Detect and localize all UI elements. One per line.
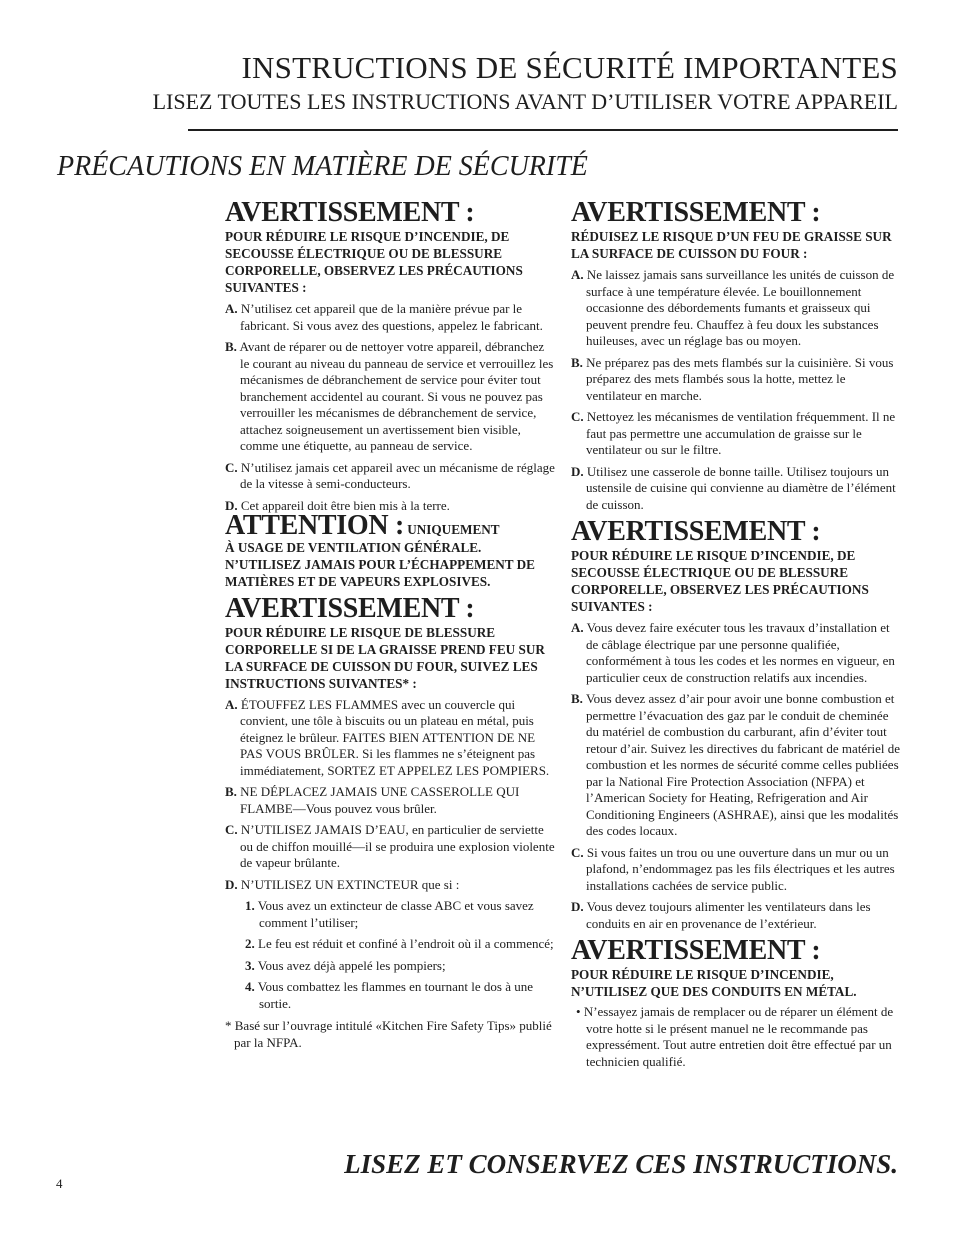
- item-text: Ne laissez jamais sans surveillance les unités de cuisson de surface à une température élevée. Le bouillonnement occasionne des débordements fumants et graisseux qui peuvent prendre feu. Chauffez à feu doux les substances huileuses, avec un réglage bas ou moyen.: [586, 267, 895, 348]
- item-label: A.: [571, 620, 584, 635]
- item-label: B.: [571, 354, 583, 370]
- item-label: D.: [225, 497, 238, 513]
- warning-block-grease-surface: [571, 198, 901, 513]
- item-label: A.: [225, 301, 238, 316]
- item-label: A.: [571, 267, 584, 282]
- warning-heading: AVERTISSEMENT :: [571, 197, 821, 228]
- sub-list-item: [225, 898, 555, 931]
- item-text: Ne préparez pas des mets flambés sur la cuisinière. Si vous préparez des mets flambés sous la hotte, mettez le ventilateur en marche.: [586, 354, 894, 403]
- attention-block: [225, 510, 555, 590]
- item-text: N’utilisez jamais cet appareil avec un mécanisme de réglage de la vitesse à semi-conducteurs.: [240, 459, 555, 491]
- warning-lead: POUR RÉDUIRE LE RISQUE D’INCENDIE, DE SECOUSSE ÉLECTRIQUE OU DE BLESSURE CORPORELLE, OBSERVEZ LES PRÉCAUTIONS SUIVANTES :: [225, 229, 523, 295]
- header-divider: [188, 129, 898, 131]
- sub-item-text: Vous combattez les flammes en tournant le dos à une sortie.: [257, 979, 533, 1011]
- attention-heading: ATTENTION :: [225, 510, 404, 541]
- item-text: N’UTILISEZ JAMAIS D’EAU, en particulier de serviette ou de chiffon mouillé—il se produira une explosion violente de vapeur brûlante.: [240, 822, 555, 870]
- warning-block-metal-ducts: [571, 936, 901, 1070]
- item-label: B.: [571, 691, 583, 706]
- page-number: 4: [56, 1176, 63, 1191]
- list-item: [225, 301, 555, 334]
- list-item: [225, 784, 555, 817]
- item-text: Vous devez assez d’air pour avoir une bonne combustion et permettre l’évacuation des gaz par le conduit de cheminée du matériel de combustion du carburant, afin d’éviter tout retour d’air. Suivez les directives du fabricant de matériel de combustion et les normes de sécurité comme celles publiées par la National Fire Protection Association (NFPA) et l’American Society for Heating, Refrigeration and Air Conditioning Engineers (ASHRAE), ainsi que les modalités des codes locaux.: [585, 691, 901, 838]
- warning-block-installation: [571, 517, 901, 932]
- item-label: D.: [571, 463, 584, 479]
- sub-item-label: 2.: [245, 936, 255, 951]
- right-column: [571, 198, 901, 1074]
- item-label: C.: [571, 409, 584, 424]
- list-item: [571, 355, 901, 405]
- item-label: C.: [571, 844, 584, 860]
- section-title: PRÉCAUTIONS EN MATIÈRE DE SÉCURITÉ: [57, 151, 588, 182]
- list-item: [225, 460, 555, 493]
- page-subtitle: LISEZ TOUTES LES INSTRUCTIONS AVANT D’UTILISER VOTRE APPAREIL: [152, 89, 898, 114]
- item-text: N’utilisez cet appareil que de la manière prévue par le fabricant. Si vous avez des questions, appelez le fabricant.: [240, 301, 543, 333]
- list-item: [225, 877, 555, 894]
- item-text: Cet appareil doit être bien mis à la terre.: [240, 497, 450, 513]
- list-item: [225, 339, 555, 455]
- item-text: ÉTOUFFEZ LES FLAMMES avec un couvercle qui convient, une tôle à biscuits ou un plateau en métal, puis éteignez le brûleur. FAITES BIEN ATTENTION DE NE PAS VOUS BRÛLER. Si les flammes ne s’éteignent pas immédiatement, SORTEZ ET APPELEZ LES POMPIERS.: [240, 696, 550, 778]
- item-label: C.: [225, 822, 238, 837]
- warning-lead: RÉDUISEZ LE RISQUE D’UN FEU DE GRAISSE SUR LA SURFACE DE CUISSON DU FOUR :: [571, 229, 892, 261]
- list-item: [571, 464, 901, 514]
- warning-lead: POUR RÉDUIRE LE RISQUE D’INCENDIE, N’UTILISEZ QUE DES CONDUITS EN MÉTAL.: [571, 967, 857, 999]
- item-text: Vous devez toujours alimenter les ventilateurs dans les conduits en air en provenance de l’extérieur.: [586, 899, 871, 931]
- warning-block-grease-fire: [225, 594, 555, 1052]
- item-text: Utilisez une casserole de bonne taille. Utilisez toujours un ustensile de cuisine qui convienne au diamètre de l’élément de cuisson.: [586, 463, 896, 512]
- sub-item-label: 4.: [245, 979, 255, 994]
- sub-item-text: Le feu est réduit et confiné à l’endroit où il a commencé;: [258, 936, 554, 951]
- closing-statement: LISEZ ET CONSERVEZ CES INSTRUCTIONS.: [344, 1149, 898, 1179]
- sub-item-label: 3.: [245, 957, 255, 973]
- item-text: Vous devez faire exécuter tous les travaux d’installation et de câblage électrique par une personne qualifiée, conformément à tous les codes et les normes en vigueur, en particulier ceux de construction relatifs aux incendies.: [586, 620, 895, 685]
- list-item: [571, 409, 901, 459]
- sub-list-item: [225, 936, 555, 953]
- item-text: Nettoyez les mécanismes de ventilation fréquemment. Il ne faut pas permettre une accumulation de graisse sur le ventilateur ou sur le filtre.: [586, 409, 896, 457]
- warning-block-electrical: [225, 198, 555, 514]
- sub-list-item: [225, 958, 555, 975]
- item-label: B.: [225, 784, 237, 799]
- item-text: Avant de réparer ou de nettoyer votre appareil, débranchez le courant au niveau du panneau de service et verrouillez les mécanismes de débranchement de service pour éviter tout branchement accidentel au courant. Si vous ne pouvez pas verrouiller les mécanismes de débranchement de service, attachez soigneusement un avertissement bien visible, comme une étiquette, au panneau de service.: [239, 339, 554, 453]
- list-item: [225, 697, 555, 780]
- sub-item-text: Vous avez déjà appelé les pompiers;: [257, 957, 446, 973]
- item-label: C.: [225, 459, 238, 475]
- bullet-text: N’essayez jamais de remplacer ou de réparer un élément de votre hotte si le présent manuel ne le recommande pas expressément. Tout autre entretien doit être effectué par un technicien qualifié.: [583, 1004, 894, 1069]
- item-text: N’UTILISEZ UN EXTINCTEUR que si :: [240, 876, 460, 892]
- warning-heading: AVERTISSEMENT :: [571, 516, 821, 547]
- list-item: [571, 845, 901, 895]
- item-label: B.: [225, 339, 237, 354]
- sub-item-label: 1.: [245, 898, 255, 913]
- bullet-icon: •: [576, 1004, 581, 1019]
- list-item: [571, 899, 901, 932]
- left-column: [225, 198, 555, 1055]
- warning-heading: AVERTISSEMENT :: [225, 592, 475, 624]
- bullet-item: [571, 1004, 901, 1070]
- footnote: * Basé sur l’ouvrage intitulé «Kitchen Fire Safety Tips» publié par la NFPA.: [225, 1018, 552, 1050]
- attention-lead-start: UNIQUEMENT: [407, 522, 500, 537]
- list-item: [225, 822, 555, 872]
- item-label: A.: [225, 696, 238, 712]
- list-item: [571, 267, 901, 350]
- warning-lead: POUR RÉDUIRE LE RISQUE DE BLESSURE CORPORELLE SI DE LA GRAISSE PREND FEU SUR LA SURFACE DE CUISSON DU FOUR, SUIVEZ LES INSTRUCTIONS SUIVANTES* :: [225, 624, 545, 691]
- item-label: D.: [225, 876, 238, 892]
- attention-lead: À USAGE DE VENTILATION GÉNÉRALE. N’UTILISEZ JAMAIS POUR L’ÉCHAPPEMENT DE MATIÈRES ET DE VAPEURS EXPLOSIVES.: [225, 539, 535, 589]
- warning-heading: AVERTISSEMENT :: [571, 935, 821, 966]
- list-item: [571, 620, 901, 686]
- item-text: NE DÉPLACEZ JAMAIS UNE CASSEROLLE QUI FLAMBE—Vous pouvez vous brûler.: [240, 784, 520, 816]
- sub-list-item: [225, 979, 555, 1012]
- warning-heading: AVERTISSEMENT :: [225, 197, 475, 228]
- item-label: D.: [571, 899, 584, 914]
- warning-lead: POUR RÉDUIRE LE RISQUE D’INCENDIE, DE SECOUSSE ÉLECTRIQUE OU DE BLESSURE CORPORELLE, OBSERVEZ LES PRÉCAUTIONS SUIVANTES :: [571, 548, 869, 614]
- attention-heading-line: [225, 510, 555, 541]
- sub-item-text: Vous avez un extincteur de classe ABC et vous savez comment l’utiliser;: [257, 898, 534, 930]
- item-text: Si vous faites un trou ou une ouverture dans un mur ou un plafond, n’endommagez pas les fils électriques et les autres installations cachées de service public.: [586, 844, 895, 893]
- page-title: INSTRUCTIONS DE SÉCURITÉ IMPORTANTES: [241, 50, 898, 85]
- list-item: [571, 691, 901, 840]
